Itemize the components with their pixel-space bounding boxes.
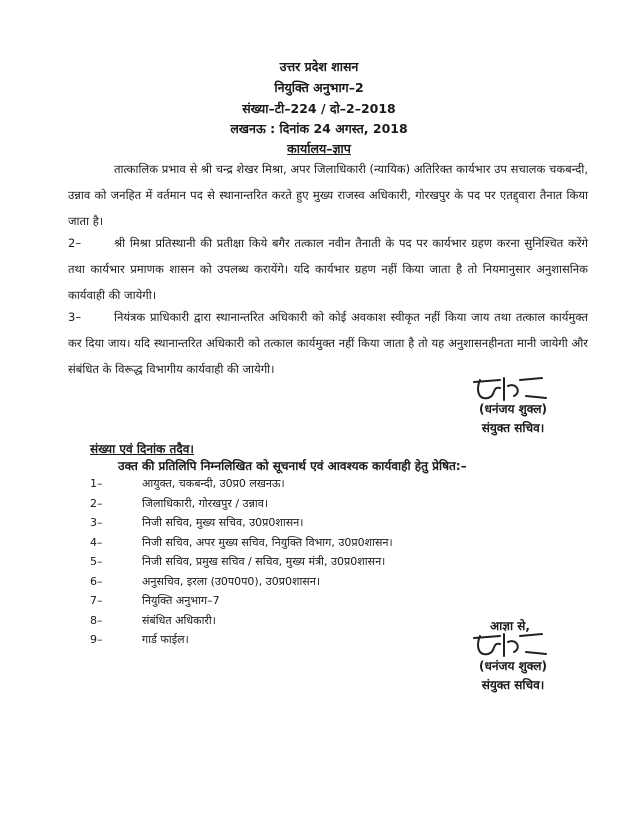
- list-item: 8– संबंधित अधिकारी।: [90, 613, 216, 627]
- signature-1-designation: संयुक्त सचिव।: [481, 421, 545, 435]
- reference-line: संख्या एवं दिनांक तदैव।: [90, 442, 194, 456]
- paragraph-2-number: 2–: [68, 236, 82, 250]
- paragraph-2-text: श्री मिश्रा प्रतिस्थानी की प्रतीक्षा किये बगैर तत्काल नवीन तैनाती के पद पर कार्यभार ग्रहण करना सुनिश्चित करेंगे तथा कार्यभार प्रमाणक शासन को उपलब्ध करायेंगे। यदि कार्यभार ग्रहण नहीं किया जाता है तो नियमानुसार अनुशासनिक कार्यवाही की जायेगी।: [68, 236, 588, 302]
- list-item: 9– गार्ड फाईल।: [90, 633, 189, 647]
- place-date: लखनऊ : दिनांक 24 अगस्त, 2018: [230, 121, 408, 136]
- reference-number: संख्या–टी–224 / दो–2–2018: [242, 101, 396, 116]
- document-subject: कार्यालय–ज्ञाप: [287, 141, 351, 156]
- list-item: 1– आयुक्त, चकबन्दी, उ0प्र0 लखनऊ।: [90, 477, 285, 491]
- govt-name: उत्तर प्रदेश शासन: [279, 59, 359, 74]
- paragraph-3-text: नियंत्रक प्राधिकारी द्वारा स्थानान्तरित अधिकारी को कोई अवकाश स्वीकृत नहीं किया जाय तथा तत्काल कार्यमुक्त कर दिया जाय। यदि स्थानान्तरित अधिकारी को तत्काल कार्यमुक्त नहीं किया जाता है तो यह अनुशासनहीनता मानी जायेगी और संबंधित के विरूद्ध विभागीय कार्यवाही की जायेगी।: [68, 310, 588, 376]
- list-item: 2– जिलाधिकारी, गोरखपुर / उन्नाव।: [90, 496, 268, 510]
- signature-2-designation: संयुक्त सचिव।: [481, 678, 545, 692]
- section-name: नियुक्ति अनुभाग–2: [274, 80, 364, 95]
- paragraph-3-number: 3–: [68, 310, 82, 324]
- signature-2-mark: [470, 630, 550, 660]
- closing-by-order: आज्ञा से,: [490, 619, 530, 633]
- copy-heading: उक्त की प्रतिलिपि निम्नलिखित को सूचनार्थ एवं आवश्यक कार्यवाही हेतु प्रेषित:–: [118, 459, 467, 473]
- paragraph-2: [68, 230, 588, 308]
- signature-2-name: (धनंजय शुक्ल): [479, 659, 547, 673]
- list-item: 7– नियुक्ति अनुभाग–7: [90, 594, 220, 608]
- list-item: 6– अनुसचिव, इरला (उ0प0प0), उ0प्र0शासन।: [90, 574, 321, 588]
- paragraph-1: [68, 156, 588, 234]
- signature-1-name: (धनंजय शुक्ल): [479, 402, 547, 416]
- list-item: 4– निजी सचिव, अपर मुख्य सचिव, नियुक्ति विभाग, उ0प्र0शासन।: [90, 535, 393, 549]
- paragraph-1-text: तात्कालिक प्रभाव से श्री चन्द्र शेखर मिश्रा, अपर जिलाधिकारी (न्यायिक) अतिरिक्त कार्यभार उप सचालक चकबन्दी, उन्नाव को जनहित में वर्तमान पद से स्थानान्तरित करते हुए मुख्य राजस्व अधिकारी, गोरखपुर के पद पर एतद्द्वारा तैनात किया जाता है।: [68, 162, 588, 228]
- paragraph-3: [68, 304, 588, 382]
- list-item: 5– निजी सचिव, प्रमुख सचिव / सचिव, मुख्य मंत्री, उ0प्र0शासन।: [90, 555, 386, 569]
- list-item: 3– निजी सचिव, मुख्य सचिव, उ0प्र0शासन।: [90, 516, 304, 530]
